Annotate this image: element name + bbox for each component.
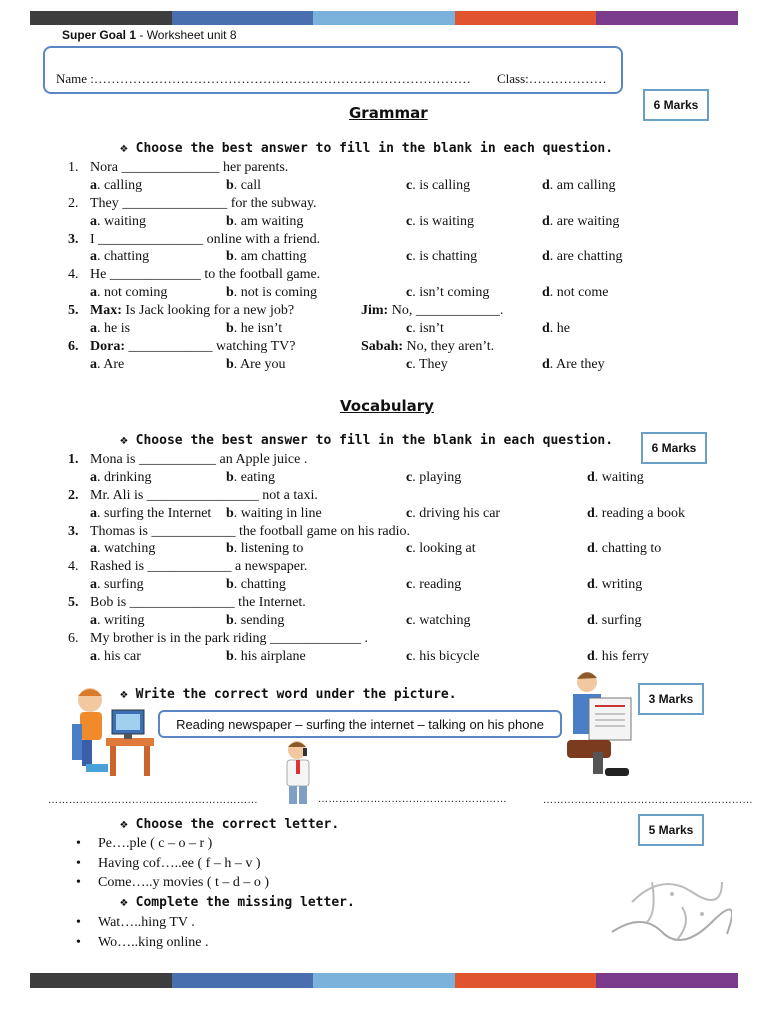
- bullet-text: Come…..y movies ( t – d – o ): [98, 875, 270, 890]
- band-segment: [596, 11, 738, 25]
- question-text: Thomas is ____________ the football game on his radio.: [90, 523, 411, 539]
- option-text: chatting: [104, 249, 150, 265]
- answer-option[interactable]: [406, 506, 500, 522]
- bullet-text: Wat…..hing TV .: [98, 915, 195, 930]
- option-separator: .: [549, 213, 557, 229]
- option-text: watching: [419, 613, 471, 628]
- bullet-item: [76, 856, 261, 872]
- pictures-marks-badge: 3 Marks: [638, 683, 704, 715]
- option-separator: .: [233, 321, 241, 336]
- option-text: surfing: [601, 613, 642, 628]
- option-text: waiting: [104, 213, 146, 229]
- option-text: surfing the Internet: [104, 505, 212, 521]
- option-text: he is: [104, 321, 131, 336]
- band-segment: [172, 973, 314, 988]
- question: [68, 232, 320, 248]
- answer-option[interactable]: [226, 178, 261, 194]
- option-letter: c: [406, 469, 413, 485]
- option-letter: a: [90, 321, 97, 336]
- answer-option[interactable]: [226, 577, 286, 593]
- option-text: am chatting: [240, 249, 307, 265]
- answer-option[interactable]: [90, 321, 130, 337]
- missing-instruction: ❖ Complete the missing letter.: [120, 895, 355, 910]
- option-separator: .: [97, 648, 104, 664]
- option-letter: d: [587, 648, 595, 664]
- option-separator: .: [549, 356, 557, 372]
- option-text: he: [556, 321, 571, 336]
- grammar-heading: Grammar: [349, 104, 428, 122]
- option-letter: a: [90, 249, 97, 265]
- answer-option[interactable]: [587, 649, 649, 665]
- answer-option[interactable]: [406, 470, 461, 486]
- option-letter: a: [90, 505, 97, 521]
- band-segment: [313, 11, 455, 25]
- answer-option[interactable]: [406, 357, 448, 373]
- man-phone-illustration: [275, 738, 323, 808]
- option-letter: b: [226, 285, 234, 301]
- answer-option[interactable]: [406, 285, 489, 301]
- option-separator: .: [549, 249, 557, 265]
- option-text: his car: [104, 648, 141, 664]
- option-letter: b: [226, 577, 234, 593]
- bullet-item: [76, 915, 195, 931]
- option-separator: .: [594, 469, 602, 485]
- option-letter: a: [90, 285, 97, 301]
- option-separator: .: [97, 177, 104, 193]
- word-bank-box: Reading newspaper – surfing the internet – talking on his phone: [158, 710, 562, 738]
- band-segment: [313, 973, 455, 988]
- question: [68, 339, 295, 355]
- option-text: eating: [240, 469, 276, 485]
- answer-option[interactable]: [542, 285, 609, 301]
- option-letter: c: [406, 505, 413, 521]
- option-separator: .: [97, 469, 104, 485]
- option-letter: a: [90, 177, 97, 193]
- option-letter: d: [542, 285, 550, 301]
- grammar-instruction: ❖ Choose the best answer to fill in the blank in each question.: [120, 141, 614, 156]
- question-number: 2.: [68, 487, 79, 503]
- option-text: Are you: [240, 356, 286, 372]
- boy-computer-illustration: [66, 680, 156, 780]
- option-separator: .: [97, 356, 104, 372]
- option-letter: d: [542, 213, 550, 229]
- option-separator: .: [412, 177, 420, 193]
- answer-option[interactable]: [542, 178, 616, 194]
- option-letter: a: [90, 213, 97, 229]
- option-letter: c: [406, 613, 413, 628]
- option-text: They: [418, 356, 448, 372]
- option-separator: .: [594, 505, 602, 521]
- option-letter: c: [406, 541, 413, 557]
- option-text: drinking: [104, 469, 152, 485]
- band-segment: [455, 11, 597, 25]
- option-separator: .: [233, 577, 241, 593]
- option-separator: .: [594, 541, 602, 557]
- question-text: Mr. Ali is ________________ not a taxi.: [90, 487, 318, 503]
- reply-text: No, they aren’t.: [403, 339, 495, 354]
- option-text: isn’t: [419, 321, 444, 336]
- option-text: not come: [556, 285, 609, 301]
- question-number: 2.: [68, 195, 79, 211]
- bottom-color-band: [30, 973, 738, 988]
- answer-option[interactable]: [226, 506, 322, 522]
- answer-option[interactable]: [226, 613, 284, 629]
- reply: [361, 303, 503, 319]
- question: [68, 160, 288, 176]
- option-separator: .: [233, 648, 241, 664]
- bullet-dot: •: [76, 934, 81, 950]
- answer-option[interactable]: [226, 285, 317, 301]
- answer-option[interactable]: [90, 506, 211, 522]
- option-text: surfing: [104, 577, 144, 593]
- option-separator: .: [594, 613, 602, 628]
- answer-option[interactable]: [90, 214, 146, 230]
- band-segment: [172, 11, 314, 25]
- option-text: chatting to: [601, 541, 662, 557]
- option-letter: b: [226, 648, 234, 664]
- answer-option[interactable]: [406, 249, 477, 265]
- bullet-text: Wo…..king online .: [98, 934, 209, 950]
- option-letter: b: [226, 356, 234, 372]
- option-separator: .: [97, 541, 104, 557]
- question-text: I _______________ online with a friend.: [90, 231, 321, 247]
- option-letter: b: [226, 469, 234, 485]
- option-letter: c: [406, 177, 413, 193]
- option-letter: d: [587, 469, 595, 485]
- option-text: writing: [601, 577, 643, 593]
- answer-blank-2[interactable]: ………………………………………………: [318, 794, 507, 805]
- option-separator: .: [412, 541, 420, 557]
- option-letter: a: [90, 469, 97, 485]
- answer-option[interactable]: [90, 577, 144, 593]
- option-text: am calling: [556, 177, 616, 193]
- option-letter: d: [542, 177, 550, 193]
- option-text: writing: [104, 613, 145, 628]
- option-text: not is coming: [240, 285, 318, 301]
- answer-option[interactable]: [406, 577, 461, 593]
- reply-text: No, ____________.: [388, 303, 504, 319]
- worksheet-title: Super Goal 1 - Worksheet unit 8: [62, 28, 237, 42]
- band-segment: [455, 973, 597, 988]
- band-segment: [30, 973, 172, 988]
- question-number: 1.: [68, 452, 79, 467]
- question-number: 6.: [68, 631, 79, 646]
- question-text: My brother is in the park riding _____________ .: [90, 631, 369, 646]
- option-separator: .: [233, 541, 241, 557]
- option-text: he isn’t: [240, 321, 283, 336]
- option-text: is chatting: [419, 249, 478, 265]
- bullet-text: Pe….ple ( c – o – r ): [98, 836, 213, 851]
- question-text: Nora ______________ her parents.: [90, 160, 289, 175]
- option-separator: .: [233, 249, 241, 265]
- option-text: call: [240, 177, 262, 193]
- option-separator: .: [412, 249, 420, 265]
- top-color-band: [30, 11, 738, 25]
- question: [68, 595, 306, 611]
- option-separator: .: [412, 648, 420, 664]
- option-separator: .: [549, 285, 557, 301]
- option-text: looking at: [419, 541, 476, 557]
- option-letter: c: [406, 321, 413, 336]
- option-separator: .: [233, 285, 241, 301]
- reply: [361, 339, 494, 355]
- speaker-name: Jim:: [361, 303, 389, 319]
- answer-option[interactable]: [90, 649, 141, 665]
- answer-blank-3[interactable]: ……………………………………………………: [543, 795, 753, 806]
- answer-option[interactable]: [226, 470, 275, 486]
- option-letter: b: [226, 541, 234, 557]
- answer-option[interactable]: [587, 577, 642, 593]
- question: [68, 631, 368, 647]
- answer-option[interactable]: [226, 357, 286, 373]
- option-text: playing: [419, 469, 462, 485]
- option-letter: b: [226, 321, 234, 336]
- answer-option[interactable]: [406, 613, 471, 629]
- vocabulary-marks-badge: 6 Marks: [641, 432, 707, 464]
- answer-option[interactable]: [587, 541, 661, 557]
- option-text: sending: [240, 613, 285, 628]
- option-separator: .: [594, 648, 602, 664]
- question-number: 3.: [68, 523, 79, 539]
- speaker-name: Sabah:: [361, 339, 404, 354]
- answer-option[interactable]: [226, 649, 306, 665]
- speaker-name: Max:: [90, 303, 122, 319]
- option-separator: .: [594, 577, 602, 593]
- option-letter: d: [587, 577, 595, 593]
- option-letter: d: [587, 505, 595, 521]
- bullet-item: [76, 875, 269, 891]
- answer-option[interactable]: [406, 541, 476, 557]
- answer-option[interactable]: [226, 214, 303, 230]
- speaker-name: Dora:: [90, 339, 125, 354]
- option-text: reading: [419, 577, 462, 593]
- question: [68, 267, 320, 283]
- option-letter: c: [406, 249, 413, 265]
- vocabulary-instruction: ❖ Choose the best answer to fill in the blank in each question.: [120, 433, 614, 448]
- option-letter: b: [226, 177, 234, 193]
- option-text: reading a book: [601, 505, 685, 521]
- question-text: Mona is ___________ an Apple juice .: [90, 452, 308, 467]
- band-segment: [596, 973, 738, 988]
- band-segment: [30, 11, 172, 25]
- option-separator: .: [412, 469, 420, 485]
- option-separator: .: [233, 505, 241, 521]
- option-separator: .: [97, 321, 104, 336]
- option-separator: .: [233, 613, 241, 628]
- option-separator: .: [97, 577, 104, 593]
- option-text: driving his car: [419, 505, 501, 521]
- answer-option[interactable]: [406, 214, 474, 230]
- question-number: 3.: [68, 231, 79, 247]
- option-letter: a: [90, 541, 97, 557]
- option-separator: .: [97, 285, 104, 301]
- answer-blank-1[interactable]: ……………………………………………………: [48, 795, 258, 806]
- bullet-text: Having cof…..ee ( f – h – v ): [98, 855, 261, 871]
- letters-instruction: ❖ Choose the correct letter.: [120, 817, 340, 832]
- answer-option[interactable]: [406, 321, 444, 337]
- option-letter: d: [542, 321, 550, 336]
- option-text: am waiting: [240, 213, 304, 229]
- option-letter: a: [90, 613, 97, 628]
- option-text: is waiting: [419, 213, 475, 229]
- option-letter: b: [226, 505, 234, 521]
- answer-option[interactable]: [226, 541, 303, 557]
- option-text: listening to: [240, 541, 304, 557]
- answer-option[interactable]: [226, 321, 282, 337]
- question-number: 4.: [68, 267, 79, 283]
- option-letter: a: [90, 356, 97, 372]
- option-letter: d: [542, 249, 550, 265]
- option-separator: .: [412, 213, 420, 229]
- answer-option[interactable]: [406, 178, 470, 194]
- answer-option[interactable]: [90, 178, 142, 194]
- option-separator: .: [97, 213, 104, 229]
- question: [68, 196, 317, 212]
- question-number: 5.: [68, 303, 79, 319]
- vocabulary-heading: Vocabulary: [340, 397, 434, 415]
- question-text: They _______________ for the subway.: [90, 195, 317, 211]
- option-separator: .: [233, 469, 241, 485]
- pictures-instruction: ❖ Write the correct word under the picture.: [120, 687, 457, 702]
- option-text: isn’t coming: [419, 285, 490, 301]
- bullet-dot: •: [76, 855, 81, 871]
- question: [68, 559, 307, 575]
- class-field[interactable]: Class:………………: [497, 71, 607, 86]
- option-separator: .: [233, 213, 241, 229]
- option-text: are chatting: [556, 249, 623, 265]
- option-letter: c: [406, 285, 413, 301]
- bullet-dot: •: [76, 836, 81, 851]
- option-letter: c: [406, 356, 413, 372]
- answer-option[interactable]: [90, 470, 151, 486]
- option-letter: d: [587, 541, 595, 557]
- question-text: ____________ watching TV?: [125, 339, 296, 354]
- answer-option[interactable]: [90, 249, 149, 265]
- question: [68, 524, 410, 540]
- option-letter: d: [542, 356, 550, 372]
- question: [68, 452, 307, 468]
- answer-option[interactable]: [542, 321, 570, 337]
- option-text: his bicycle: [419, 648, 480, 664]
- option-letter: b: [226, 249, 234, 265]
- option-text: Are: [103, 356, 125, 372]
- question-text: Rashed is ____________ a newspaper.: [90, 559, 308, 575]
- question: [68, 303, 294, 319]
- letters-marks-badge: 5 Marks: [638, 814, 704, 846]
- option-letter: c: [406, 648, 413, 664]
- signature-calligraphy: [602, 862, 732, 952]
- answer-option[interactable]: [90, 357, 124, 373]
- answer-option[interactable]: [90, 541, 155, 557]
- question-number: 4.: [68, 559, 79, 575]
- option-letter: c: [406, 577, 413, 593]
- bullet-dot: •: [76, 875, 81, 890]
- name-field[interactable]: Name :……………………………………………………………………………: [56, 71, 471, 86]
- option-separator: .: [549, 177, 557, 193]
- question: [68, 488, 318, 504]
- option-letter: b: [226, 213, 234, 229]
- option-separator: .: [412, 321, 420, 336]
- option-separator: .: [97, 505, 104, 521]
- answer-option[interactable]: [406, 649, 479, 665]
- answer-option[interactable]: [587, 506, 685, 522]
- option-text: waiting: [601, 469, 644, 485]
- option-text: waiting in line: [240, 505, 322, 521]
- option-separator: .: [412, 505, 420, 521]
- option-separator: .: [412, 356, 419, 372]
- question-text: Bob is _______________ the Internet.: [90, 595, 306, 611]
- option-text: is calling: [419, 177, 471, 193]
- man-newspaper-illustration: [565, 668, 635, 780]
- question-number: 5.: [68, 595, 79, 611]
- option-separator: .: [549, 321, 557, 336]
- option-separator: .: [412, 285, 420, 301]
- option-separator: .: [412, 613, 420, 628]
- option-text: his ferry: [601, 648, 649, 664]
- bullet-item: [76, 836, 212, 852]
- question-number: 6.: [68, 339, 79, 354]
- answer-option[interactable]: [587, 613, 641, 629]
- option-separator: .: [233, 177, 241, 193]
- answer-option[interactable]: [90, 285, 167, 301]
- answer-option[interactable]: [226, 249, 307, 265]
- option-separator: .: [412, 577, 420, 593]
- option-text: watching: [104, 541, 156, 557]
- option-text: calling: [104, 177, 143, 193]
- option-text: his airplane: [240, 648, 306, 664]
- answer-option[interactable]: [90, 613, 144, 629]
- option-text: not coming: [104, 285, 168, 301]
- option-text: Are they: [556, 356, 605, 372]
- option-letter: a: [90, 577, 97, 593]
- option-letter: a: [90, 648, 97, 664]
- option-separator: .: [97, 613, 104, 628]
- option-letter: b: [226, 613, 234, 628]
- answer-option[interactable]: [587, 470, 644, 486]
- question-text: He _____________ to the football game.: [90, 267, 321, 283]
- option-text: are waiting: [556, 213, 620, 229]
- question-number: 1.: [68, 160, 79, 175]
- answer-option[interactable]: [542, 249, 622, 265]
- grammar-marks-badge: 6 Marks: [643, 89, 709, 121]
- bullet-dot: •: [76, 915, 81, 930]
- answer-option[interactable]: [542, 214, 619, 230]
- question-text: Is Jack looking for a new job?: [121, 303, 295, 319]
- bullet-item: [76, 935, 208, 951]
- option-separator: .: [233, 356, 241, 372]
- option-letter: d: [587, 613, 595, 628]
- option-letter: c: [406, 213, 413, 229]
- option-separator: .: [97, 249, 104, 265]
- option-text: chatting: [240, 577, 286, 593]
- answer-option[interactable]: [542, 357, 605, 373]
